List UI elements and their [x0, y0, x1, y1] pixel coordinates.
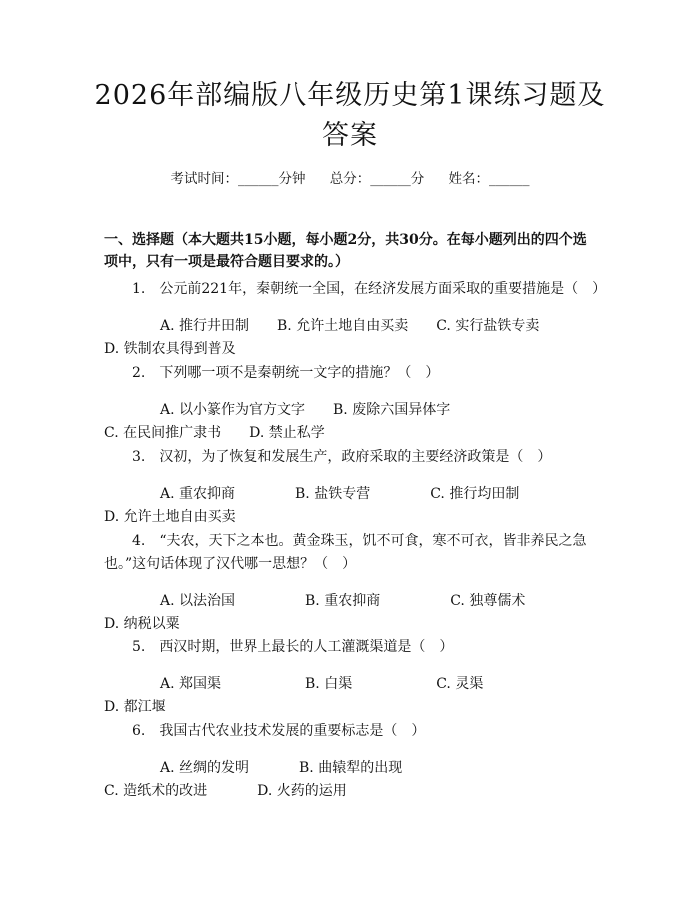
question-options: [104, 315, 600, 361]
option-c: C. 灵渠: [436, 676, 484, 692]
option-d: D. 火药的运用: [257, 783, 347, 799]
option-c: C. 实行盐铁专卖: [436, 318, 540, 334]
question-options: [104, 590, 600, 636]
option-b: B. 废除六国异体字: [333, 402, 451, 418]
option-d: D. 允许土地自由买卖: [104, 509, 236, 525]
question-1: [104, 278, 607, 361]
option-c: C. 推行均田制: [430, 486, 520, 502]
question-2: [104, 362, 600, 445]
question-options: [104, 757, 600, 803]
option-d: D. 都江堰: [104, 699, 166, 715]
question-6: [104, 720, 600, 803]
option-a: A. 推行井田制: [160, 318, 250, 334]
option-b: B. 盐铁专营: [295, 486, 371, 502]
option-b: B. 曲辕犁的出现: [299, 760, 403, 776]
question-5: [104, 636, 600, 719]
option-c: C. 独尊儒术: [450, 593, 526, 609]
option-a: A. 郑国渠: [160, 676, 222, 692]
name-label: 姓名：______: [448, 171, 530, 187]
exam-info-line: [0, 167, 700, 187]
option-b: B. 允许土地自由买卖: [277, 318, 409, 334]
question-stem: 2. 下列哪一项不是秦朝统一文字的措施？（ ）: [132, 365, 440, 381]
option-d: D. 铁制农具得到普及: [104, 341, 236, 357]
option-d: D. 禁止私学: [249, 425, 325, 441]
option-a: A. 以小篆作为官方文字: [160, 402, 306, 418]
exam-time-label: 考试时间：______分钟: [170, 171, 306, 187]
question-stem: 3. 汉初，为了恢复和发展生产，政府采取的主要经济政策是（ ）: [132, 449, 552, 465]
document-title: 2026年部编版八年级历史第1课练习题及答案: [94, 80, 606, 151]
question-options: [104, 673, 600, 719]
question-stem: 6. 我国古代农业技术发展的重要标志是（ ）: [132, 723, 426, 739]
question-options: [104, 483, 600, 529]
option-d: D. 纳税以粟: [104, 616, 180, 632]
option-a: A. 重农抑商: [160, 486, 236, 502]
section-heading: 一、选择题（本大题共15小题，每小题2分，共30分。在每小题列出的四个选项中，只有一项是最符合题目要求的。）: [104, 232, 587, 270]
option-b: B. 重农抑商: [305, 593, 381, 609]
total-score-label: 总分：______分: [329, 171, 425, 187]
question-stem: 5. 西汉时期，世界上最长的人工灌溉渠道是（ ）: [132, 639, 454, 655]
option-c: C. 在民间推广隶书: [104, 425, 222, 441]
question-4: [104, 530, 600, 636]
option-b: B. 白渠: [305, 676, 353, 692]
question-options: [104, 399, 600, 445]
question-stem: 1. 公元前221年，秦朝统一全国，在经济发展方面采取的重要措施是（ ）: [132, 281, 607, 297]
question-3: [104, 446, 600, 529]
option-c: C. 造纸术的改进: [104, 783, 208, 799]
option-a: A. 以法治国: [160, 593, 236, 609]
question-stem: 4. “夫农，天下之本也。黄金珠玉，饥不可食，寒不可衣，皆非养民之急也。”这句话体现了汉代哪一思想？（ ）: [104, 533, 587, 572]
option-a: A. 丝绸的发明: [160, 760, 250, 776]
